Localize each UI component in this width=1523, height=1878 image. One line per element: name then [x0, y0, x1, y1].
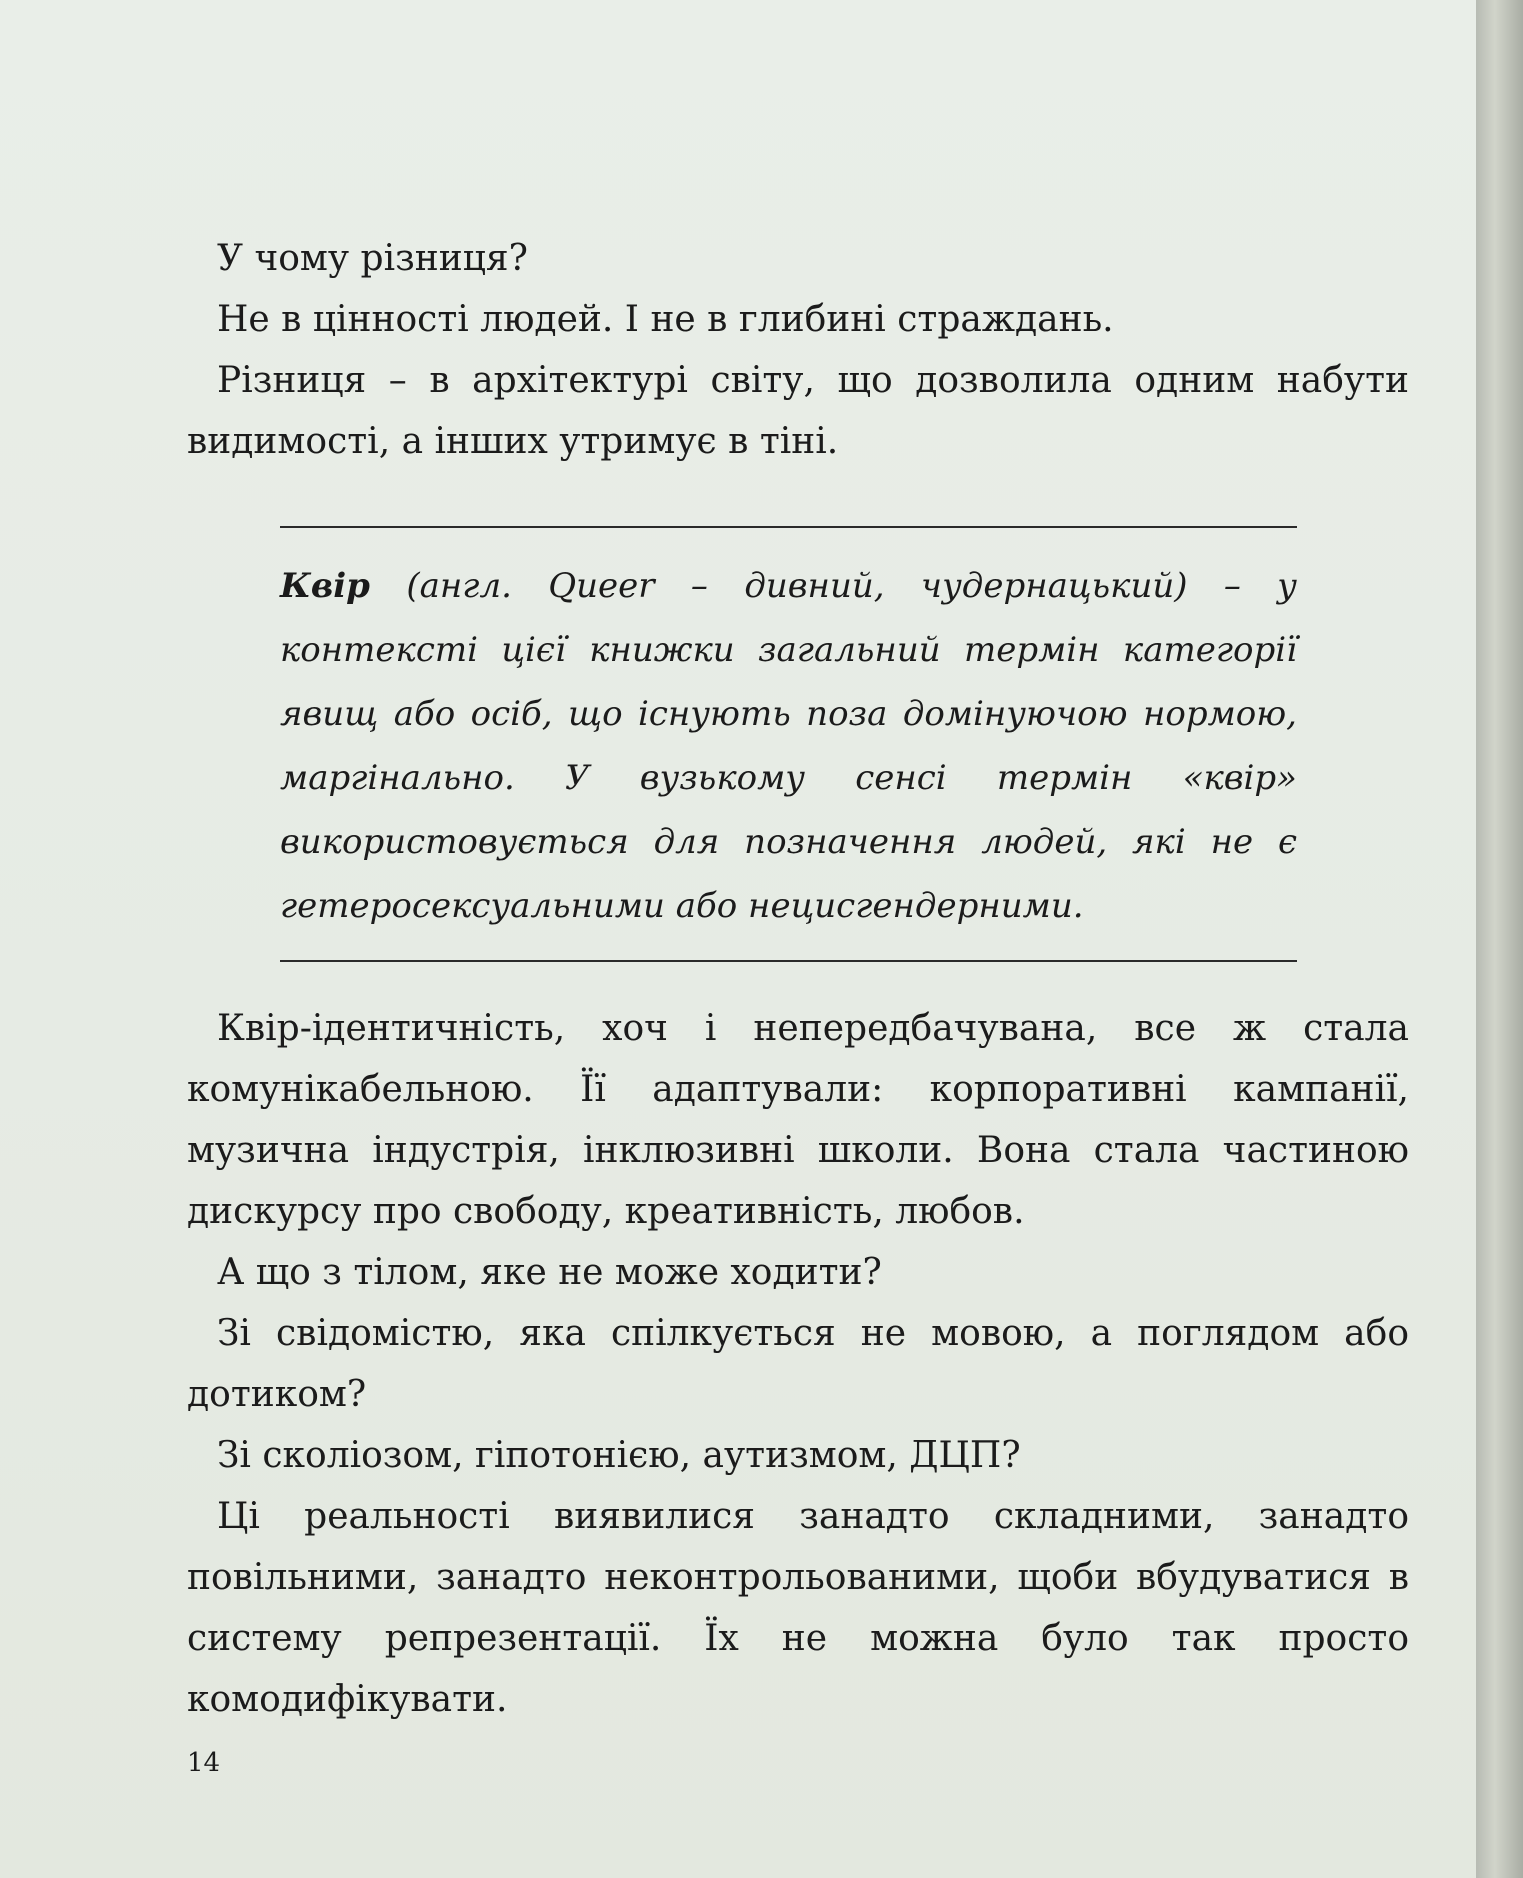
- paragraph: Ці реальності виявилися занадто складними, занадто повільними, занадто неконтрольованими, щоби вбудуватися в систему репрезентації. Їх не можна було так просто комодифікувати.: [187, 1496, 1409, 1720]
- opening-text: [187, 228, 1409, 472]
- definition-term: Квір: [280, 566, 370, 606]
- body-text: [187, 998, 1409, 1730]
- bottom-rule: [280, 960, 1297, 962]
- definition-box: [280, 526, 1297, 938]
- page-number: 14: [187, 1748, 221, 1778]
- page-edge: [1476, 0, 1523, 1878]
- paragraph: А що з тілом, яке не може ходити?: [217, 1252, 882, 1293]
- paragraph: Не в цінності людей. І не в глибині страждань.: [217, 299, 1114, 340]
- paragraph: Зі сколіозом, гіпотонією, аутизмом, ДЦП?: [217, 1435, 1021, 1476]
- paragraph: У чому різниця?: [217, 238, 528, 279]
- definition-text: (англ. Queer – дивний, чудернацький) – у контексті цієї книжки загальний термін категорії явищ або осіб, що існують поза домінуючою нормою, маргінально. У вузькому сенсі термін «квір» використовується для позначення людей, які не є гетеросексуальними або нецисгендерними.: [280, 566, 1297, 926]
- paragraph: Різниця – в архітектурі світу, що дозволила одним набути видимості, а інших утримує в тіні.: [187, 360, 1409, 462]
- paragraph: Квір-ідентичність, хоч і непередбачувана, все ж стала комунікабельною. Її адаптували: корпоративні кампанії, музична індустрія, інклюзивні школи. Вона стала частиною дискурсу про свободу, креативність, любов.: [187, 1008, 1409, 1232]
- paragraph: Зі свідомістю, яка спілкується не мовою, а поглядом або дотиком?: [187, 1313, 1409, 1415]
